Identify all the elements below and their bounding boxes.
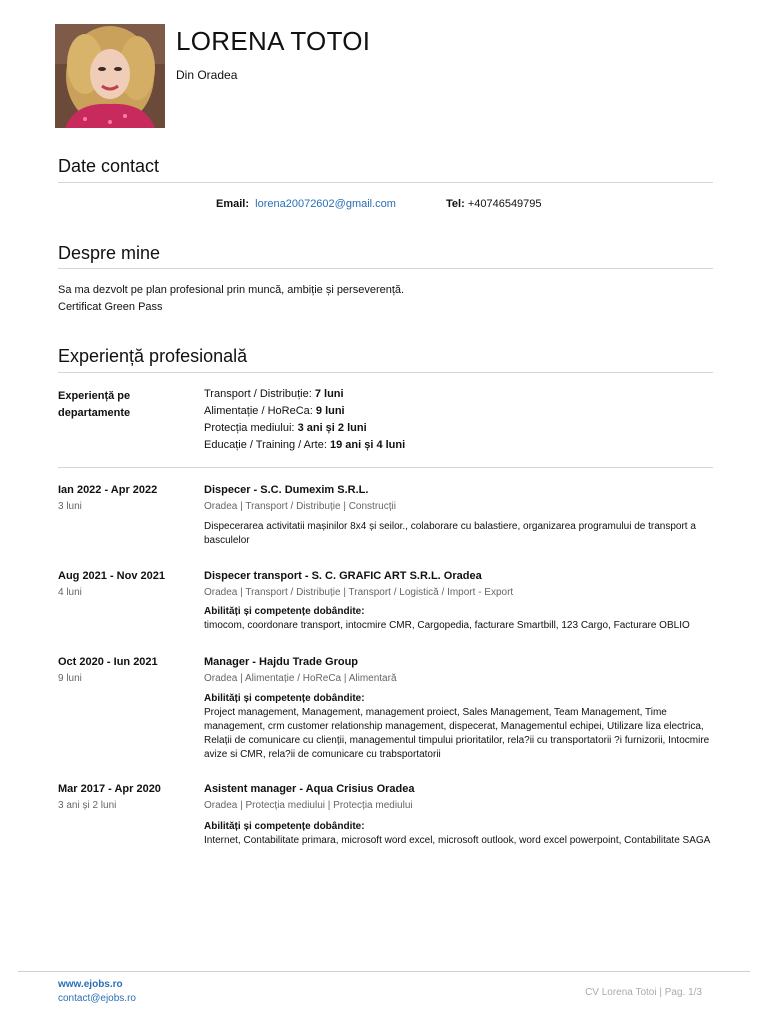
departments-list [204,386,405,454]
phone-label: Tel: [446,198,465,210]
job-duration: 9 luni [58,673,82,684]
skills-list: Project management, Management, management proiect, Sales Management, Team Management, Time management, crm customer relationship management, dispecerat, Managementul echipei, Utilizare liza electrica, Relații de comunicare cu clienții, managementul timpului prioritatilor, rela?ii cu transportatorii ?i furnizorii, Intocmire avize si CMR, rela?ii de comunicare cu trabsportatorii [204,707,710,760]
job-meta: Oradea | Alimentație / HoReCa | Alimentară [204,673,397,684]
profile-photo-image [55,24,165,128]
phone-value: +40746549795 [467,198,542,210]
skills-heading: Abilități și competențe dobândite: [204,693,365,704]
contact-phone [446,198,542,210]
department-item: Transport / Distribuție: 7 luni [204,388,344,400]
footer-divider [18,971,750,972]
job-title: Manager - Hajdu Trade Group [204,656,359,668]
section-divider [58,268,713,269]
footer-page-number: CV Lorena Totoi | Pag. 1/3 [585,987,702,998]
job-title: Asistent manager - Aqua Crisius Oradea [204,783,415,795]
skills-heading: Abilități și competențe dobândite: [204,821,365,832]
job-meta: Oradea | Protecția mediului | Protecția mediului [204,800,413,811]
section-title-contact: Date contact [58,156,160,176]
section-title-experience: Experiență profesională [58,346,248,366]
department-item: Alimentație / HoReCa: 9 luni [204,405,345,417]
job-duration: 3 luni [58,501,82,512]
job-description: Dispecerarea activitatii mașinilor 8x4 și seilor., colaborare cu balastiere, organizarea programului de transport a basculelor [204,521,696,546]
job-period: Aug 2021 - Nov 2021 [58,570,165,582]
job-skills [204,692,714,762]
job-period: Ian 2022 - Apr 2022 [58,484,158,496]
job-title: Dispecer - S.C. Dumexim S.R.L. [204,484,369,496]
job-period: Oct 2020 - Iun 2021 [58,656,158,668]
profile-city: Din Oradea [176,68,238,82]
job-duration: 3 ani și 2 luni [58,800,117,811]
email-link[interactable]: lorena20072602@gmail.com [255,198,396,210]
job-title: Dispecer transport - S. C. GRAFIC ART S.R.L. Oradea [204,570,482,582]
about-line-1: Sa ma dezvolt pe plan profesional prin muncă, ambiție și perseverență. [58,284,405,296]
skills-list: timocom, coordonare transport, intocmire CMR, Cargopedia, facturare Smartbill, 123 Cargo, Facturare OBLIO [204,620,690,631]
skills-list: Internet, Contabilitate primara, microsoft word excel, microsoft outlook, word excel powerpoint, Contabilitate SAGA [204,835,711,846]
department-item: Protecția mediului: 3 ani și 2 luni [204,422,367,434]
skills-heading: Abilități și competențe dobândite: [204,606,365,617]
about-line-2: Certificat Green Pass [58,301,163,313]
job-meta: Oradea | Transport / Distribuție | Transport / Logistică / Import - Export [204,587,514,598]
job-period: Mar 2017 - Apr 2020 [58,783,161,795]
departments-label: Experiență pe departamente [58,390,131,419]
footer-email-link[interactable]: contact@ejobs.ro [58,993,136,1004]
section-divider [58,467,713,468]
department-item: Educație / Training / Arte: 19 ani și 4 luni [204,439,406,451]
job-meta: Oradea | Transport / Distribuție | Construcții [204,501,396,512]
job-skills [204,605,714,633]
job-duration: 4 luni [58,587,82,598]
contact-email [216,198,396,210]
profile-photo [55,24,165,128]
job-skills [204,820,714,848]
footer-site-link[interactable]: www.ejobs.ro [58,979,123,990]
email-label: Email: [216,198,250,210]
section-divider [58,372,713,373]
section-divider [58,182,713,183]
section-title-about: Despre mine [58,243,161,263]
profile-name: LORENA TOTOI [176,26,371,56]
